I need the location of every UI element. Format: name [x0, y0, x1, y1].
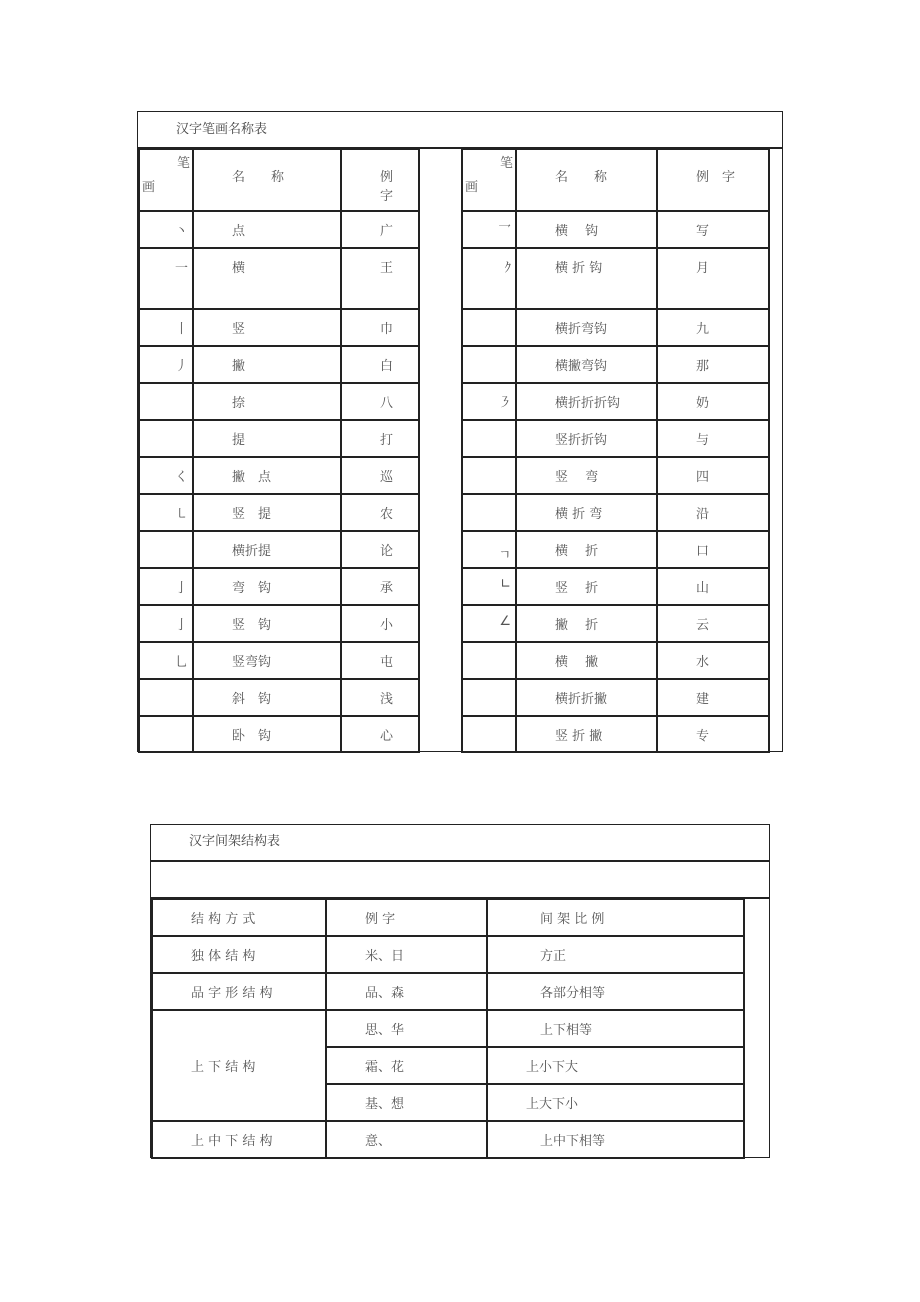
stroke-glyph: 乚 — [174, 655, 188, 670]
example-char: 承 — [380, 581, 394, 596]
name-header: 名 称 — [232, 170, 285, 185]
example-char: 沿 — [696, 507, 710, 522]
stroke-name: 竖 钩 — [232, 618, 272, 633]
stroke-glyph: ㄱ — [498, 548, 511, 563]
ratio-header: 间 架 比 例 — [540, 912, 605, 927]
stroke-name: 提 — [232, 433, 246, 448]
stroke-glyph — [463, 458, 515, 466]
stroke-glyph: ∠ — [499, 614, 511, 629]
stroke-glyph — [463, 347, 515, 355]
stroke-name: 横撇弯钩 — [555, 359, 608, 374]
stroke-name: 点 — [232, 224, 246, 239]
example-char: 心 — [380, 729, 394, 744]
stroke-glyph — [140, 680, 192, 688]
stroke-name: 竖折折钩 — [555, 433, 608, 448]
example-char: 山 — [696, 581, 710, 596]
proportion: 各部分相等 — [540, 986, 606, 1001]
stroke-name: 竖 弯 — [555, 470, 599, 485]
proportion: 方正 — [540, 949, 567, 964]
stroke-name: 横折弯钩 — [555, 322, 608, 337]
stroke-name: 横 折 钩 — [555, 261, 603, 276]
stroke-glyph: ∟ — [500, 577, 511, 592]
structure-method: 上 下 结 构 — [191, 1060, 256, 1075]
stroke-glyph: ｸ — [504, 261, 511, 276]
stroke-name: 撇 点 — [232, 470, 272, 485]
stroke-glyph: 丶 — [174, 224, 188, 239]
example-char: 论 — [380, 544, 394, 559]
example-char: 与 — [696, 433, 710, 448]
example-char: 云 — [696, 618, 710, 633]
example-char: 口 — [696, 544, 710, 559]
stroke-name: 撇 — [232, 359, 246, 374]
stroke-table-title: 汉字笔画名称表 — [176, 122, 268, 137]
structure-table-title: 汉字间架结构表 — [189, 834, 281, 849]
example-char: 月 — [696, 261, 710, 276]
example-char: 九 — [696, 322, 710, 337]
example-char: 巡 — [380, 470, 394, 485]
stroke-name: 卧 钩 — [232, 729, 272, 744]
proportion: 上大下小 — [526, 1097, 579, 1112]
stroke-name: 横折提 — [232, 544, 272, 559]
stroke-name: 撇 折 — [555, 618, 599, 633]
stroke-glyph — [140, 717, 192, 725]
stroke-name: 竖弯钩 — [232, 655, 272, 670]
stroke-name: 竖 折 撇 — [555, 729, 603, 744]
stroke-name: 捺 — [232, 396, 246, 411]
stroke-glyph: ㇄ — [174, 507, 188, 522]
example-char: 专 — [696, 729, 710, 744]
example-char: 广 — [380, 224, 394, 239]
stroke-glyph: 丿 — [174, 359, 188, 374]
proportion: 上中下相等 — [540, 1134, 606, 1149]
stroke-name: 横 钩 — [555, 224, 599, 239]
stroke-glyph: 乛 — [497, 224, 511, 239]
structure-table — [151, 898, 745, 1159]
example-char: 王 — [380, 261, 394, 276]
stroke-name: 弯 钩 — [232, 581, 272, 596]
stroke-header: 笔 画 — [139, 149, 193, 211]
stroke-glyph: 亅 — [174, 581, 188, 596]
stroke-glyph — [463, 495, 515, 503]
stroke-glyph: 亅 — [174, 618, 188, 633]
structure-method: 独 体 结 构 — [191, 949, 256, 964]
stroke-glyph: 丨 — [174, 322, 188, 337]
table-row — [152, 936, 744, 973]
example-char: 打 — [380, 433, 394, 448]
example-char: 巾 — [380, 322, 394, 337]
method-header: 结 构 方 式 — [191, 912, 256, 927]
stroke-name: 竖 — [232, 322, 246, 337]
example-char: 屯 — [380, 655, 394, 670]
example-chars: 品、森 — [365, 986, 405, 1001]
stroke-name: 横 撇 — [555, 655, 599, 670]
stroke-glyph: 一 — [174, 261, 188, 276]
example-char: 写 — [696, 224, 710, 239]
example-char: 水 — [696, 655, 710, 670]
divider — [150, 860, 770, 862]
example-char: 奶 — [696, 396, 710, 411]
stroke-glyph: く — [174, 470, 188, 485]
example-char: 农 — [380, 507, 394, 522]
proportion: 上小下大 — [526, 1060, 579, 1075]
stroke-name: 横折折撇 — [555, 692, 608, 707]
stroke-glyph — [140, 421, 192, 429]
header-row — [139, 149, 769, 211]
structure-method: 上 中 下 结 构 — [191, 1134, 273, 1149]
header-row — [152, 899, 744, 936]
example-char: 那 — [696, 359, 710, 374]
example-char: 八 — [380, 396, 394, 411]
stroke-name: 横 折 — [555, 544, 599, 559]
stroke-glyph — [463, 680, 515, 688]
stroke-name-table — [138, 148, 770, 753]
stroke-glyph — [463, 421, 515, 429]
structure-method: 品 字 形 结 构 — [191, 986, 273, 1001]
example-char: 四 — [696, 470, 710, 485]
table-row — [152, 973, 744, 1010]
stroke-glyph — [463, 643, 515, 651]
stroke-glyph — [463, 717, 515, 725]
proportion: 上下相等 — [540, 1023, 593, 1038]
stroke-name: 斜 钩 — [232, 692, 272, 707]
stroke-glyph: ㇋ — [497, 396, 511, 411]
example-chars: 基、想 — [365, 1097, 405, 1112]
table-row — [152, 1010, 744, 1047]
stroke-name: 横折折折钩 — [555, 396, 621, 411]
example-header: 例 字 — [380, 170, 407, 204]
example-header: 例 字 — [696, 170, 736, 185]
example-chars: 霜、花 — [365, 1060, 405, 1075]
example-char: 小 — [380, 618, 394, 633]
stroke-header: 笔 画 — [462, 149, 516, 211]
stroke-glyph — [140, 384, 192, 392]
example-chars: 思、华 — [365, 1023, 405, 1038]
example-char: 白 — [380, 359, 394, 374]
stroke-name: 竖 折 — [555, 581, 599, 596]
stroke-glyph — [140, 532, 192, 540]
example-char: 浅 — [380, 692, 394, 707]
stroke-glyph — [463, 310, 515, 318]
table-row — [152, 1121, 744, 1158]
stroke-name: 竖 提 — [232, 507, 272, 522]
stroke-name: 横 折 弯 — [555, 507, 603, 522]
example-header: 例 字 — [365, 912, 396, 927]
example-chars: 米、日 — [365, 949, 405, 964]
name-header: 名 称 — [555, 170, 608, 185]
example-char: 建 — [696, 692, 710, 707]
example-chars: 意、 — [365, 1134, 392, 1149]
stroke-name: 横 — [232, 261, 246, 276]
